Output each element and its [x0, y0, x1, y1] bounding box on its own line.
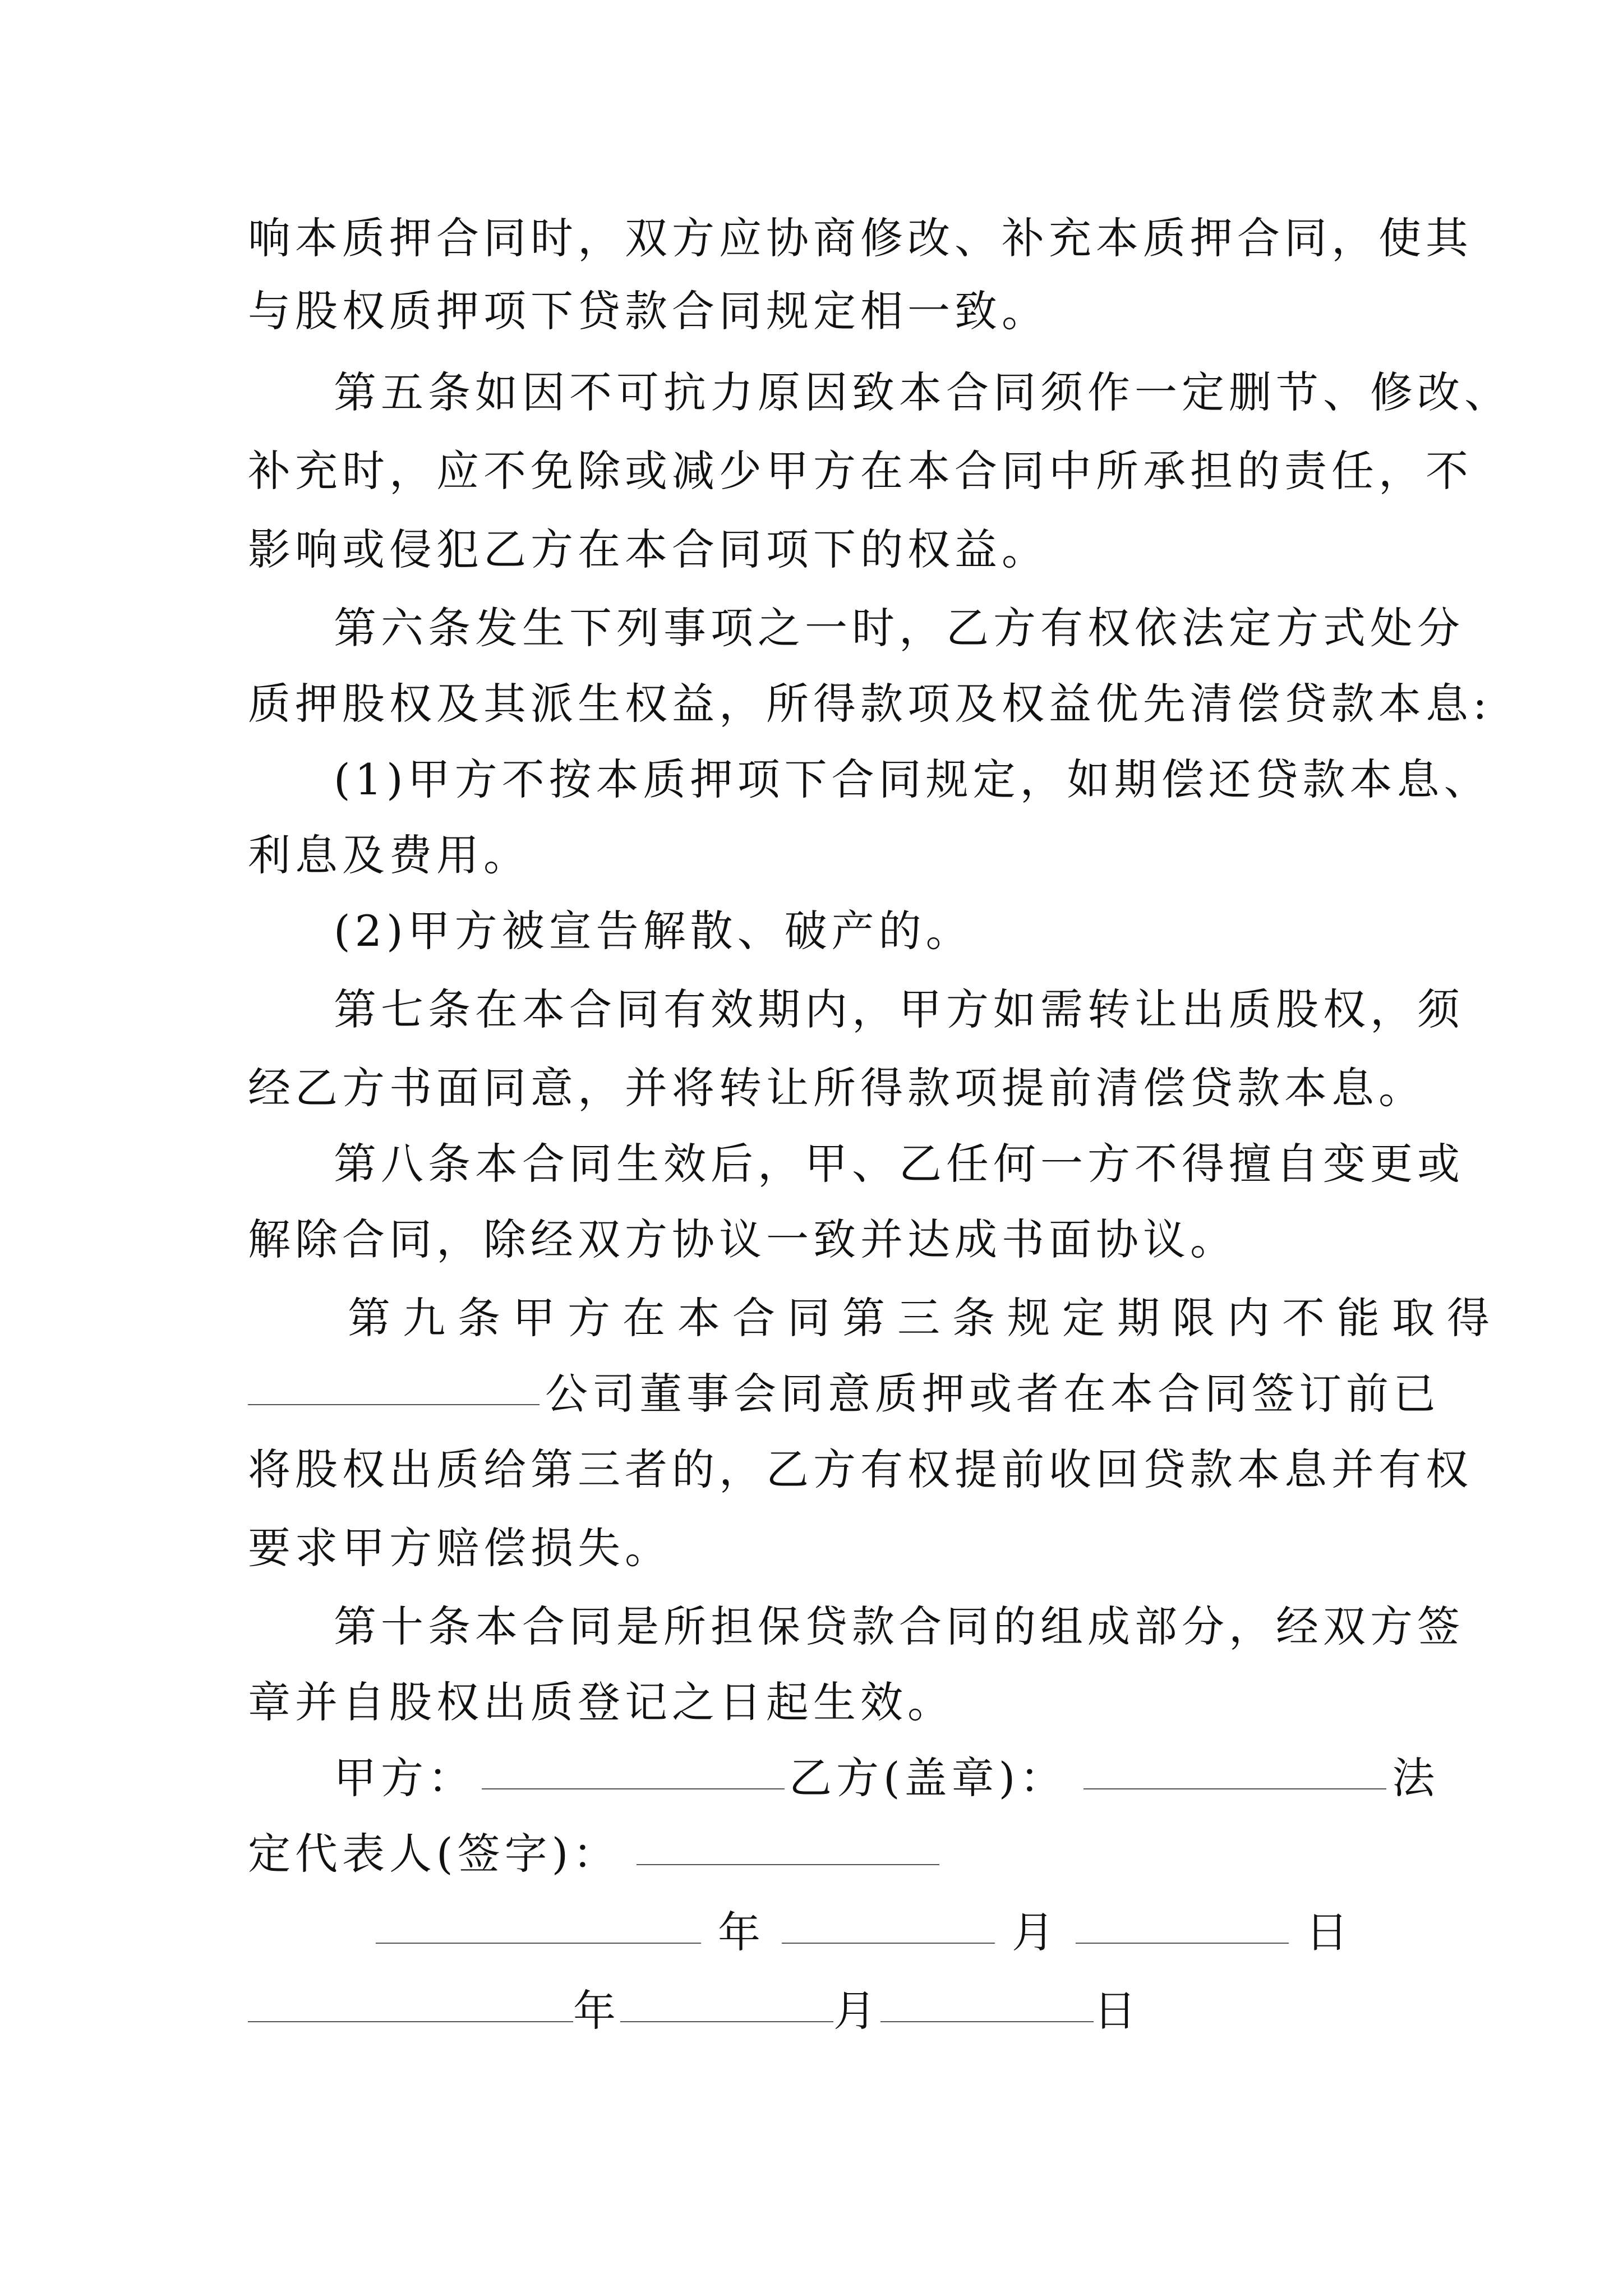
day-label: 日	[1094, 1986, 1141, 2036]
date-line-b	[248, 1983, 1141, 2039]
legal-rep-prefix: 法	[1392, 1753, 1440, 1803]
month-blank-b[interactable]	[620, 1982, 833, 2022]
paragraph-line: 与股权质押项下贷款合同规定相一致。	[248, 286, 1049, 336]
article-7-line: 第七条在本合同有效期内，甲方如需转让出质股权，须	[334, 984, 1464, 1034]
item-1-line: (1)甲方不按本质押项下合同规定，如期偿还贷款本息、	[334, 754, 1491, 804]
month-label: 月	[1012, 1907, 1059, 1957]
legal-rep-line	[248, 1826, 939, 1882]
day-blank-a[interactable]	[1076, 1903, 1289, 1944]
party-b-label: 乙方(盖章)：	[789, 1753, 1067, 1803]
article-7-line: 经乙方书面同意，并将转让所得款项提前清偿贷款本息。	[248, 1063, 1426, 1113]
party-a-blank[interactable]	[482, 1749, 785, 1789]
article-10-line: 第十条本合同是所担保贷款合同的组成部分，经双方签	[334, 1602, 1464, 1651]
paragraph-line: 响本质押合同时，双方应协商修改、补充本质押合同，使其	[248, 213, 1473, 263]
article-6-line: 第六条发生下列事项之一时，乙方有权依法定方式处分	[334, 603, 1464, 653]
year-label: 年	[573, 1986, 620, 2036]
date-line-a	[376, 1904, 1353, 1961]
party-a-label: 甲方：	[334, 1753, 475, 1803]
item-1-line: 利息及费用。	[248, 830, 531, 880]
year-blank-a[interactable]	[376, 1903, 701, 1944]
article-10-line: 章并自股权出质登记之日起生效。	[248, 1677, 955, 1727]
article-8-line: 第八条本合同生效后，甲、乙任何一方不得擅自变更或	[334, 1139, 1464, 1189]
article-9-line: 要求甲方赔偿损失。	[248, 1523, 672, 1573]
article-9-line: 将股权出质给第三者的，乙方有权提前收回贷款本息并有权	[248, 1444, 1473, 1494]
company-name-blank[interactable]	[248, 1365, 540, 1405]
month-label: 月	[833, 1986, 880, 2036]
signature-line	[334, 1750, 1439, 1806]
article-5-line: 补充时，应不免除或减少甲方在本合同中所承担的责任，不	[248, 446, 1473, 496]
item-2-line: (2)甲方被宣告解散、破产的。	[334, 906, 973, 956]
article-9-text: 公司董事会同意质押或者在本合同签订前已	[545, 1369, 1440, 1419]
article-5-line: 影响或侵犯乙方在本合同项下的权益。	[248, 524, 1049, 574]
article-6-line: 质押股权及其派生权益，所得款项及权益优先清偿贷款本息:	[248, 679, 1492, 729]
article-8-line: 解除合同，除经双方协议一致并达成书面协议。	[248, 1214, 1237, 1264]
day-blank-b[interactable]	[880, 1982, 1094, 2022]
legal-rep-blank[interactable]	[637, 1825, 939, 1865]
article-5-line: 第五条如因不可抗力原因致本合同须作一定删节、修改、	[334, 367, 1511, 417]
year-blank-b[interactable]	[248, 1982, 573, 2022]
legal-rep-label: 定代表人(签字)：	[248, 1829, 620, 1879]
day-label: 日	[1306, 1907, 1353, 1957]
article-9-line: 第九条甲方在本合同第三条规定期限内不能取得	[348, 1293, 1502, 1343]
article-9-line-2	[248, 1366, 1440, 1422]
month-blank-a[interactable]	[782, 1903, 995, 1944]
year-label: 年	[718, 1907, 765, 1957]
party-b-blank[interactable]	[1083, 1749, 1386, 1789]
